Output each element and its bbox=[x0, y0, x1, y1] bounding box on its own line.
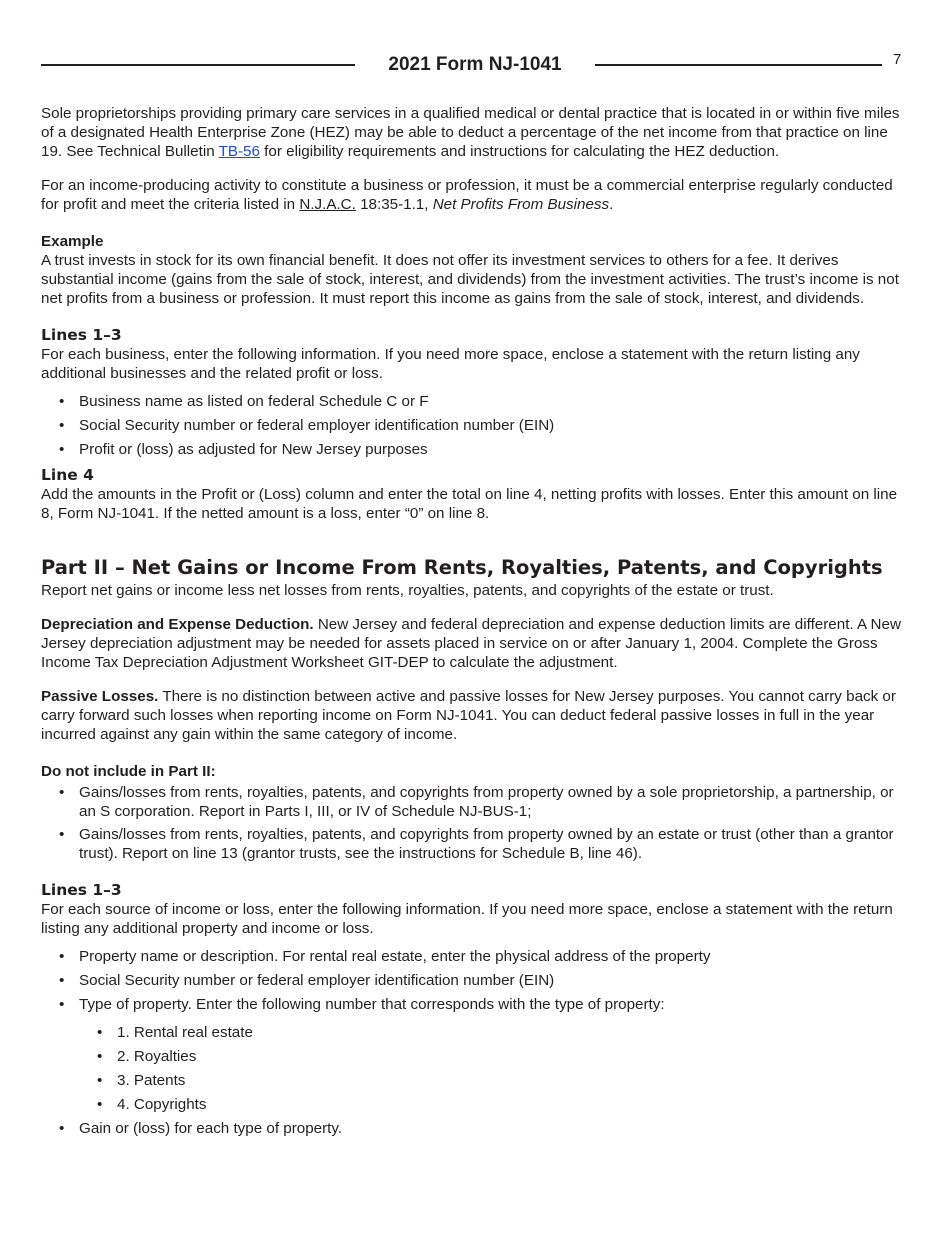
part1-lines-heading: Lines 1–3 bbox=[41, 326, 122, 344]
property-type-item: • 1. Rental real estate bbox=[79, 1023, 909, 1042]
list-item: • Gain or (loss) for each type of property. bbox=[41, 1119, 909, 1138]
list-item: • Gains/losses from rents, royalties, patents, and copyrights from property owned by a sole proprietorship, a partnership, or an S corporation. Report in Parts I, III, or IV of Schedule NJ-BUS-1; bbox=[41, 783, 909, 821]
exclude-heading: Do not include in Part II: bbox=[41, 763, 216, 780]
part1-lines-text: For each business, enter the following information. If you need more space, enclose a statement with the return listing any additional businesses and the related profit or loss. bbox=[41, 346, 860, 382]
business-definition-paragraph bbox=[41, 176, 909, 214]
property-type-item: • 3. Patents bbox=[79, 1071, 909, 1090]
part2-lines-text: For each source of income or loss, enter the following information. If you need more space, enclose a statement with the return listing any additional property and income or loss. bbox=[41, 901, 893, 937]
header-rule-right bbox=[595, 64, 882, 66]
page-title: 2021 Form NJ-1041 bbox=[388, 54, 562, 75]
hez-text-end: for eligibility requirements and instructions for calculating the HEZ deduction. bbox=[259, 143, 780, 160]
page-number: 7 bbox=[893, 51, 902, 68]
line4-text: Add the amounts in the Profit or (Loss) column and enter the total on line 4, netting profits with losses. Enter this amount on line 8, Form NJ-1041. If the netted amount is a loss, enter “0” on line 8. bbox=[41, 486, 898, 522]
depreciation-label: Depreciation and Expense Deduction. bbox=[41, 616, 314, 633]
example-heading: Example bbox=[41, 233, 104, 250]
definition-end: . bbox=[609, 196, 614, 213]
hez-paragraph bbox=[41, 104, 909, 161]
definition-italic: Net Profits From Business bbox=[432, 196, 610, 213]
list-item: • Profit or (loss) as adjusted for New Jersey purposes bbox=[41, 440, 909, 459]
part2-lines-list bbox=[41, 947, 909, 1138]
hez-text: Sole proprietorships providing primary care services in a qualified medical or dental practice that is located in or within five miles of a designated Health Enterprise Zone (HEZ) may be able to deduct a percentage of the net income from that practice on line 19. See Technical Bulletin bbox=[41, 105, 900, 160]
part2-heading: Part II – Net Gains or Income From Rents, Royalties, Patents, and Copyrights bbox=[41, 556, 883, 579]
header-rule-left bbox=[41, 64, 355, 66]
property-type-item: • 2. Royalties bbox=[79, 1047, 909, 1066]
list-item: • Property name or description. For rental real estate, enter the physical address of the property bbox=[41, 947, 909, 966]
definition-text: For an income-producing activity to constitute a business or profession, it must be a commercial enterprise regularly conducted for profit and meet the criteria listed in bbox=[41, 177, 893, 213]
depreciation-paragraph bbox=[41, 615, 909, 672]
list-item: • Business name as listed on federal Schedule C or F bbox=[41, 392, 909, 411]
passive-losses-label: Passive Losses. bbox=[41, 688, 159, 705]
list-item: • Social Security number or federal employer identification number (EIN) bbox=[41, 971, 909, 990]
tb-56-link[interactable]: TB-56 bbox=[218, 143, 260, 160]
example-text: A trust invests in stock for its own financial benefit. It does not offer its investment services to others for a fee. It derives substantial income (gains from the sale of stock, interest, and dividends) from the investment activities. The trust’s income is not net profits from a business or profession. It must report this income as gains from the sale of stock, interest, and dividends. bbox=[41, 252, 899, 307]
property-type-list bbox=[79, 1023, 909, 1114]
list-item: • Gains/losses from rents, royalties, patents, and copyrights from property owned by an estate or trust (other than a grantor trust). Report on line 13 (grantor trusts, see the instructions for Schedule B, line 46). bbox=[41, 825, 909, 863]
part2-lines-heading: Lines 1–3 bbox=[41, 881, 122, 899]
part1-lines-list bbox=[41, 392, 909, 459]
passive-losses-text: There is no distinction between active and passive losses for New Jersey purposes. You cannot carry back or carry forward such losses when reporting income on Form NJ-1041. You can deduct federal passive losses in full in the year incurred against any gain within the same category of income. bbox=[41, 688, 896, 743]
depreciation-text: New Jersey and federal depreciation and expense deduction limits are different. A New Jersey depreciation adjustment may be needed for assets placed in service on or after January 1, 2004. Complete the Gross Income Tax Depreciation Adjustment Worksheet GIT-DEP to calculate the adjustment. bbox=[41, 616, 901, 671]
passive-losses-paragraph bbox=[41, 687, 909, 744]
list-item: • Social Security number or federal employer identification number (EIN) bbox=[41, 416, 909, 435]
property-type-item: • 4. Copyrights bbox=[79, 1095, 909, 1114]
definition-citation: 18:35-1.1, bbox=[355, 196, 433, 213]
line4-heading: Line 4 bbox=[41, 466, 94, 484]
exclude-list bbox=[41, 783, 909, 863]
page-header bbox=[41, 52, 909, 78]
list-item bbox=[41, 995, 909, 1114]
type-of-property-text: Type of property. Enter the following number that corresponds with the type of property: bbox=[79, 996, 665, 1013]
part2-intro: Report net gains or income less net losses from rents, royalties, patents, and copyrights of the estate or trust. bbox=[41, 582, 774, 599]
njac-reference[interactable]: N.J.A.C. bbox=[299, 196, 356, 213]
page-content bbox=[41, 104, 909, 1138]
